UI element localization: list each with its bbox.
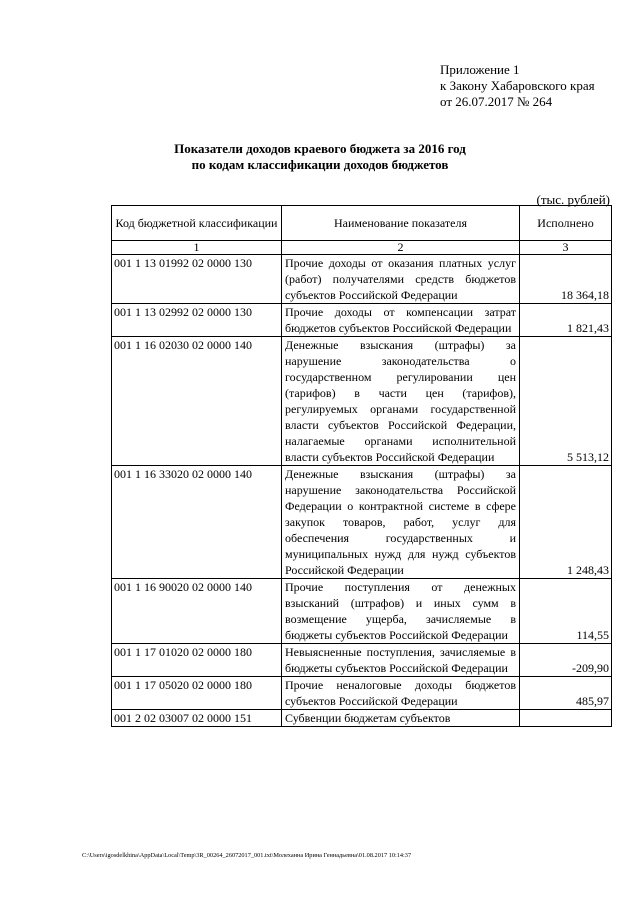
row-name: Прочие неналоговые доходы бюджетов субъектов Российской Федерации — [282, 677, 520, 710]
row-code: 001 1 16 02030 02 0000 140 — [112, 337, 282, 466]
header-name: Наименование показателя — [282, 206, 520, 241]
appendix-line-3: от 26.07.2017 № 264 — [440, 94, 553, 109]
row-code: 001 1 17 05020 02 0000 180 — [112, 677, 282, 710]
row-code: 001 2 02 03007 02 0000 151 — [112, 710, 282, 727]
document-title — [0, 141, 640, 173]
row-value: 1 821,43 — [520, 304, 612, 337]
row-value: 1 248,43 — [520, 466, 612, 579]
row-name: Денежные взыскания (штрафы) за нарушение законодательства Российской Федерации о контрактной системе в сфере закупок товаров, работ, услуг для обеспечения государственных и муниципальных нужд для нужд субъектов Российской Федерации — [282, 466, 520, 579]
row-name: Субвенции бюджетам субъектов — [282, 710, 520, 727]
row-name: Прочие поступления от денежных взысканий (штрафов) и иных сумм в возмещение ущерба, зачисляемые в бюджеты субъектов Российской Федерации — [282, 579, 520, 644]
row-value: 5 513,12 — [520, 337, 612, 466]
title-line-1: Показатели доходов краевого бюджета за 2016 год — [174, 141, 466, 156]
row-value: 485,97 — [520, 677, 612, 710]
file-path-footer: C:\Users\igosdelkhina\AppData\Local\Temp\3R_00264_26072017_001.txt\Молеханна Ирина Геннадьевна\01.08.2017 10:14:37 — [82, 852, 412, 859]
row-code: 001 1 13 01992 02 0000 130 — [112, 255, 282, 304]
table-column-number-row — [112, 241, 612, 255]
appendix-line-1: Приложение 1 — [440, 62, 520, 77]
table-row — [112, 579, 612, 644]
column-number-3: 3 — [520, 241, 612, 255]
row-code: 001 1 13 02992 02 0000 130 — [112, 304, 282, 337]
title-line-2: по кодам классификации доходов бюджетов — [191, 157, 449, 172]
row-code: 001 1 16 33020 02 0000 140 — [112, 466, 282, 579]
row-code: 001 1 17 01020 02 0000 180 — [112, 644, 282, 677]
header-value: Исполнено — [520, 206, 612, 241]
row-code: 001 1 16 90020 02 0000 140 — [112, 579, 282, 644]
table-row — [112, 337, 612, 466]
table-row — [112, 255, 612, 304]
table-row — [112, 466, 612, 579]
row-name: Денежные взыскания (штрафы) за нарушение законодательства о государственном регулировании цен (тарифов) в части цен (тарифов), регулируемых органами государственной власти субъектов Российской Федерации, налагаемые органами исполнительной власти субъектов Российской Федерации — [282, 337, 520, 466]
table-row — [112, 304, 612, 337]
row-value: 114,55 — [520, 579, 612, 644]
table-row — [112, 644, 612, 677]
row-value: 18 364,18 — [520, 255, 612, 304]
revenue-table — [111, 205, 612, 727]
table-row — [112, 677, 612, 710]
row-value — [520, 710, 612, 727]
table-row — [112, 710, 612, 727]
row-name: Прочие доходы от компенсации затрат бюджетов субъектов Российской Федерации — [282, 304, 520, 337]
appendix-note — [440, 62, 595, 110]
units-label: (тыс. рублей) — [536, 192, 610, 207]
appendix-line-2: к Закону Хабаровского края — [440, 78, 595, 93]
row-name: Невыясненные поступления, зачисляемые в бюджеты субъектов Российской Федерации — [282, 644, 520, 677]
row-value: -209,90 — [520, 644, 612, 677]
table-header-row — [112, 206, 612, 241]
row-name: Прочие доходы от оказания платных услуг (работ) получателями средств бюджетов субъектов Российской Федерации — [282, 255, 520, 304]
column-number-1: 1 — [112, 241, 282, 255]
column-number-2: 2 — [282, 241, 520, 255]
header-code: Код бюджетной классификации — [112, 206, 282, 241]
